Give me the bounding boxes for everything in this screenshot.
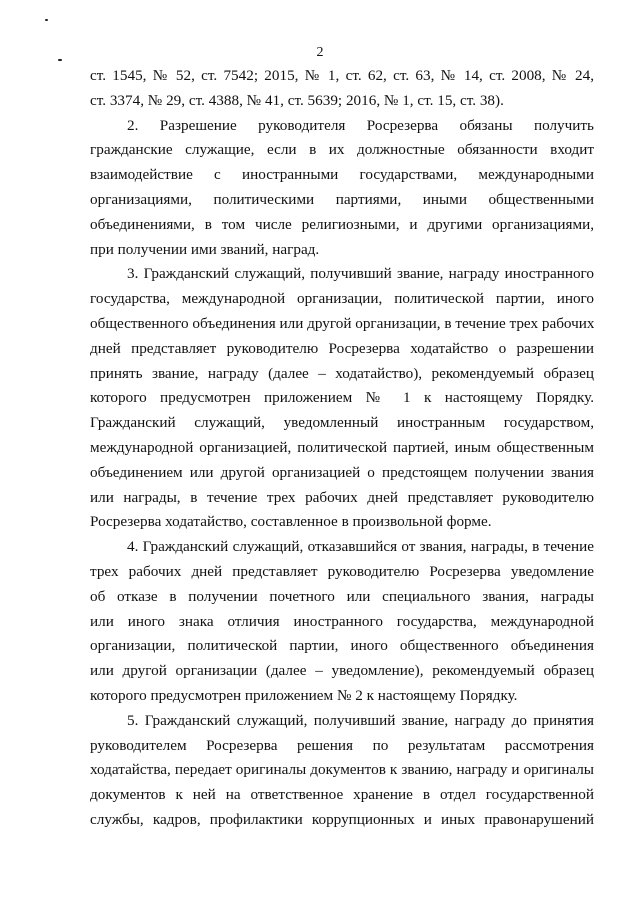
text-line: ст. 1545, № 52, ст. 7542; 2015, № 1, ст. 62, ст. 63, № 14, ст. 2008, № 24, bbox=[90, 67, 594, 84]
text-line: при получении ими званий, наград. bbox=[90, 240, 320, 258]
paragraph-container bbox=[90, 64, 594, 833]
text-line: трех рабочих дней представляет руководителю Росрезерва уведомление bbox=[90, 562, 594, 580]
text-line: взаимодействие с иностранными государствами, международными bbox=[90, 166, 594, 184]
text-line: Росрезерва ходатайство, составленное в произвольной форме. bbox=[90, 513, 492, 531]
text-line: 3. Гражданский служащий, получивший звание, награду иностранного bbox=[127, 265, 594, 283]
text-line: или другой организации (далее – уведомление), рекомендуемый образец bbox=[90, 662, 594, 680]
paragraph-p2 bbox=[90, 114, 594, 263]
text-line: ходатайства, передает оригиналы документов к званию, награду и оригиналы bbox=[90, 761, 594, 779]
text-line: общественного объединения или другой организации, в течение трех рабочих bbox=[90, 314, 594, 332]
text-line: ст. 3374, № 29, ст. 4388, № 41, ст. 5639; 2016, № 1, ст. 15, ст. 38). bbox=[90, 91, 504, 109]
text-line: которого предусмотрен приложением № 1 к настоящему Порядку. bbox=[90, 389, 594, 407]
text-line: международной организацией, политической партией, иным общественным bbox=[90, 438, 594, 456]
text-line: руководителем Росрезерва решения по результатам рассмотрения bbox=[90, 736, 594, 754]
text-line: принять звание, награду (далее – ходатайство), рекомендуемый образец bbox=[90, 364, 594, 382]
paragraph-p1 bbox=[90, 64, 594, 114]
text-line: объединениями, в том числе религиозными, и другими организациями, bbox=[90, 215, 594, 233]
text-line: дней представляет руководителю Росрезерва ходатайство о разрешении bbox=[90, 339, 594, 357]
text-line: гражданские служащие, если в их должностные обязанности входит bbox=[90, 141, 594, 159]
text-line: организации, политической партии, иного общественного объединения bbox=[90, 637, 594, 655]
text-line: или иного знака отличия иностранного государства, международной bbox=[90, 612, 594, 630]
document-body bbox=[90, 64, 594, 833]
text-line: 4. Гражданский служащий, отказавшийся от звания, награды, в течение bbox=[127, 538, 594, 556]
paragraph-p5 bbox=[90, 709, 594, 833]
text-line: организациями, политическими партиями, иными общественными bbox=[90, 190, 594, 208]
text-line: объединением или другой организацией о предстоящем получении звания bbox=[90, 463, 594, 481]
paragraph-p4 bbox=[90, 535, 594, 709]
text-line: службы, кадров, профилактики коррупционных и иных правонарушений bbox=[90, 810, 594, 828]
page-number: 2 bbox=[316, 45, 324, 60]
text-line: документов к ней на ответственное хранение в отдел государственной bbox=[90, 786, 594, 804]
text-line: 2. Разрешение руководителя Росрезерва обязаны получить bbox=[127, 116, 594, 134]
text-line: государства, международной организации, политической партии, иного bbox=[90, 290, 594, 308]
paragraph-p3 bbox=[90, 262, 594, 535]
text-line: 5. Гражданский служащий, получивший звание, награду до принятия bbox=[127, 711, 594, 729]
text-line: которого предусмотрен приложением № 2 к настоящему Порядку. bbox=[90, 686, 518, 704]
text-line: Гражданский служащий, уведомленный иностранным государством, bbox=[90, 414, 594, 432]
text-line: об отказе в получении почетного или специального звания, награды bbox=[90, 587, 594, 605]
scan-speck bbox=[45, 19, 48, 21]
text-line: или награды, в течение трех рабочих дней представляет руководителю bbox=[90, 488, 594, 506]
